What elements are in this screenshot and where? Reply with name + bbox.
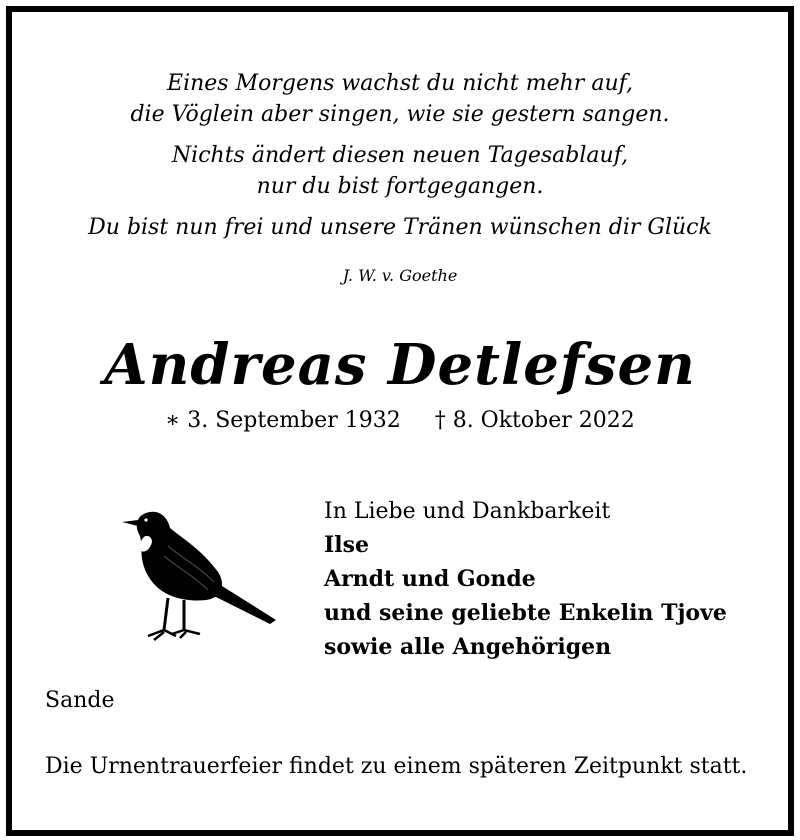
poem-stanza	[12, 68, 788, 130]
blackbird-icon	[110, 502, 280, 652]
obituary-content	[12, 12, 788, 830]
life-dates	[12, 408, 788, 433]
mourner-name: Arndt und Gonde	[324, 566, 536, 592]
poem-line: die Vöglein aber singen, wie sie gestern sangen.	[130, 102, 670, 127]
obituary-frame	[6, 6, 794, 836]
deceased-name: Andreas Detlefsen	[104, 332, 696, 398]
poem-line: Nichts ändert diesen neuen Tagesablauf,	[171, 143, 629, 168]
death-date: † 8. Oktober 2022	[434, 408, 635, 433]
poem	[12, 68, 788, 253]
poem-line: Du bist nun frei und unsere Tränen wünschen dir Glück	[88, 215, 712, 240]
birth-date: ∗ 3. September 1932	[165, 408, 401, 433]
poem-stanza	[12, 140, 788, 202]
mourner-name: und seine geliebte Enkelin Tjove	[324, 600, 727, 626]
poem-author: J. W. v. Goethe	[342, 266, 458, 285]
place: Sande	[45, 688, 115, 713]
mourner-name: sowie alle Angehörigen	[324, 634, 612, 660]
poem-line: nur du bist fortgegangen.	[256, 174, 544, 199]
mourners	[324, 496, 727, 664]
mourner-name: Ilse	[324, 532, 370, 558]
funeral-notice: Die Urnentrauerfeier findet zu einem späteren Zeitpunkt statt.	[45, 754, 748, 779]
mourners-intro: In Liebe und Dankbarkeit	[324, 499, 611, 524]
poem-stanza	[12, 212, 788, 243]
poem-line: Eines Morgens wachst du nicht mehr auf,	[167, 71, 633, 96]
